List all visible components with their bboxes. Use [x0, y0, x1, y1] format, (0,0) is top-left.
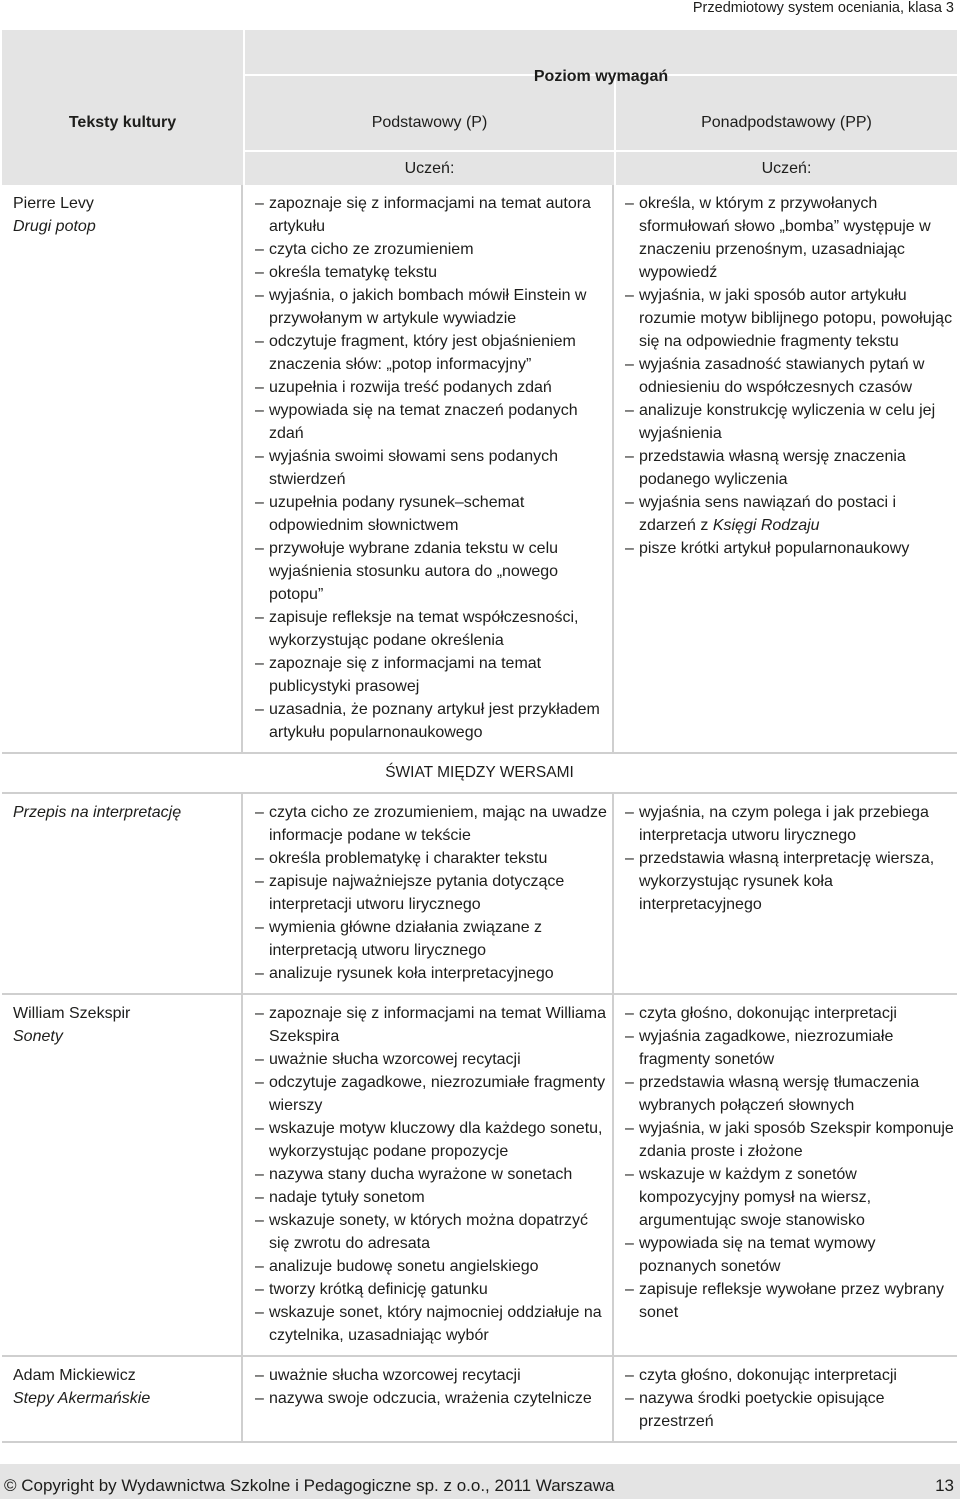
section-title	[2, 752, 957, 792]
list-item: – czyta głośno, dokonując interpretacji	[625, 1364, 957, 1387]
text-cell	[2, 794, 243, 993]
list-item: – czyta cicho ze zrozumieniem	[255, 238, 612, 261]
list-item: – zapisuje refleksje wywołane przez wybrany sonet	[625, 1278, 957, 1324]
list-item: – wyjaśnia, w jaki sposób autor artykułu rozumie motyw biblijnego potopu, powołując się na odpowiednie fragmenty tekstu	[625, 284, 957, 353]
text-cell	[2, 995, 243, 1355]
header-advanced: Ponadpodstawowy (PP)	[701, 114, 872, 131]
list-item: – uważnie słucha wzorcowej recytacji	[255, 1364, 612, 1387]
basic-cell	[243, 1357, 614, 1441]
list-item: – analizuje rysunek koła interpretacyjnego	[255, 962, 612, 985]
header-level: Poziom wymagań	[533, 68, 669, 85]
basic-list	[255, 1002, 612, 1347]
list-item: – zapisuje refleksje na temat współczesności, wykorzystując podane określenia	[255, 606, 612, 652]
text-cell	[2, 185, 243, 752]
list-item: – wyjaśnia, o jakich bombach mówił Einstein w przywołanym w artykule wywiadzie	[255, 284, 612, 330]
list-item: – analizuje budowę sonetu angielskiego	[255, 1255, 612, 1278]
list-item: – przedstawia własną wersję tłumaczenia wybranych połączeń słownych	[625, 1071, 957, 1117]
author: Pierre Levy	[13, 195, 94, 212]
basic-cell	[243, 995, 614, 1355]
author: Adam Mickiewicz	[13, 1367, 136, 1384]
table-row	[2, 993, 957, 1355]
page-footer	[0, 1464, 960, 1499]
list-item: – wyjaśnia swoimi słowami sens podanych stwierdzeń	[255, 445, 612, 491]
list-item-text: wyjaśnia sens nawiązań do postaci i zdarzeń z	[639, 494, 897, 534]
list-item: – uzupełnia podany rysunek–schemat odpowiednim słownictwem	[255, 491, 612, 537]
requirements-table	[2, 30, 957, 1443]
work-title: Sonety	[13, 1028, 63, 1045]
list-item: – odczytuje zagadkowe, niezrozumiałe fragmenty wierszy	[255, 1071, 612, 1117]
list-item	[625, 491, 957, 537]
list-item: – wymienia główne działania związane z interpretacją utworu lirycznego	[255, 916, 612, 962]
header-student-basic: Uczeń:	[404, 160, 455, 177]
work-title: Stepy Akermańskie	[13, 1390, 151, 1407]
header-basic: Podstawowy (P)	[371, 114, 488, 131]
header-student-advanced: Uczeń:	[761, 160, 812, 177]
list-item: – nadaje tytuły sonetom	[255, 1186, 612, 1209]
list-item: – określa, w którym z przywołanych sformułowań słowo „bomba” występuje w znaczeniu przenośnym, uzasadniając wypowiedź	[625, 192, 957, 284]
list-item: – pisze krótki artykuł popularnonaukowy	[625, 537, 957, 560]
text-cell	[2, 1357, 243, 1441]
section-title-text: ŚWIAT MIĘDZY WERSAMI	[385, 764, 574, 781]
list-item-italic: Księgi Rodzaju	[712, 517, 820, 534]
running-head: Przedmiotowy system oceniania, klasa 3	[692, 0, 954, 16]
list-item: – wyjaśnia, w jaki sposób Szekspir komponuje zdania proste i złożone	[625, 1117, 957, 1163]
list-item: – tworzy krótką definicję gatunku	[255, 1278, 612, 1301]
header-divider	[245, 150, 957, 152]
list-item: – zapisuje najważniejsze pytania dotyczące interpretacji utworu lirycznego	[255, 870, 612, 916]
basic-cell	[243, 185, 614, 752]
page-number: 13	[935, 1476, 954, 1495]
advanced-cell	[614, 1357, 957, 1441]
table-row	[2, 1355, 957, 1441]
list-item: – zapoznaje się z informacjami na temat autora artykułu	[255, 192, 612, 238]
advanced-cell	[614, 185, 957, 752]
list-item: – nazywa środki poetyckie opisujące przestrzeń	[625, 1387, 957, 1433]
basic-list	[255, 1364, 612, 1410]
author: William Szekspir	[13, 1005, 131, 1022]
list-item: – wypowiada się na temat wymowy poznanych sonetów	[625, 1232, 957, 1278]
work-title: Drugi potop	[13, 218, 96, 235]
list-item: – określa tematykę tekstu	[255, 261, 612, 284]
list-item: – wskazuje w każdym z sonetów kompozycyjny pomysł na wiersz, argumentując swoje stanowisko	[625, 1163, 957, 1232]
table-row	[2, 185, 957, 752]
advanced-list	[625, 192, 957, 560]
advanced-list	[625, 1002, 957, 1324]
list-item: – czyta cicho ze zrozumieniem, mając na uwadze informacje podane w tekście	[255, 801, 612, 847]
list-item: – nazywa stany ducha wyrażone w sonetach	[255, 1163, 612, 1186]
list-item: – analizuje konstrukcję wyliczenia w celu jej wyjaśnienia	[625, 399, 957, 445]
list-item: – wyjaśnia zagadkowe, niezrozumiałe fragmenty sonetów	[625, 1025, 957, 1071]
list-item: – wskazuje motyw kluczowy dla każdego sonetu, wykorzystując podane propozycje	[255, 1117, 612, 1163]
list-item: – wyjaśnia zasadność stawianych pytań w odniesieniu do współczesnych czasów	[625, 353, 957, 399]
list-item: – wskazuje sonety, w których można dopatrzyć się zwrotu do adresata	[255, 1209, 612, 1255]
advanced-list	[625, 801, 957, 916]
list-item: – wskazuje sonet, który najmocniej oddziałuje na czytelnika, uzasadniając wybór	[255, 1301, 612, 1347]
list-item: – zapoznaje się z informacjami na temat Williama Szekspira	[255, 1002, 612, 1048]
list-item: – przedstawia własną wersję znaczenia podanego wyliczenia	[625, 445, 957, 491]
table-bottom-border	[2, 1441, 957, 1443]
list-item: – odczytuje fragment, który jest objaśnieniem znaczenia słów: „potop informacyjny”	[255, 330, 612, 376]
table-row	[2, 792, 957, 993]
list-item: – przywołuje wybrane zdania tekstu w celu wyjaśnienia stosunku autora do „nowego potopu”	[255, 537, 612, 606]
advanced-cell	[614, 794, 957, 993]
list-item: – określa problematykę i charakter tekstu	[255, 847, 612, 870]
copyright-text: © Copyright by Wydawnictwa Szkolne i Pedagogiczne sp. z o.o., 2011 Warszawa	[4, 1476, 615, 1495]
list-item: – wyjaśnia, na czym polega i jak przebiega interpretacja utworu lirycznego	[625, 801, 957, 847]
header-texts: Teksty kultury	[68, 114, 177, 131]
advanced-cell	[614, 995, 957, 1355]
basic-list	[255, 192, 612, 744]
advanced-list	[625, 1364, 957, 1433]
list-item: – zapoznaje się z informacjami na temat publicystyki prasowej	[255, 652, 612, 698]
work-title: Przepis na interpretację	[13, 804, 182, 821]
list-item: – uważnie słucha wzorcowej recytacji	[255, 1048, 612, 1071]
list-item: – uzupełnia i rozwija treść podanych zdań	[255, 376, 612, 399]
basic-cell	[243, 794, 614, 993]
list-item: – nazywa swoje odczucia, wrażenia czytelnicze	[255, 1387, 612, 1410]
basic-list	[255, 801, 612, 985]
list-item: – wypowiada się na temat znaczeń podanych zdań	[255, 399, 612, 445]
list-item: – przedstawia własną interpretację wiersza, wykorzystując rysunek koła interpretacyjnego	[625, 847, 957, 916]
list-item: – czyta głośno, dokonując interpretacji	[625, 1002, 957, 1025]
list-item: – uzasadnia, że poznany artykuł jest przykładem artykułu popularnonaukowego	[255, 698, 612, 744]
table-header	[2, 30, 957, 185]
